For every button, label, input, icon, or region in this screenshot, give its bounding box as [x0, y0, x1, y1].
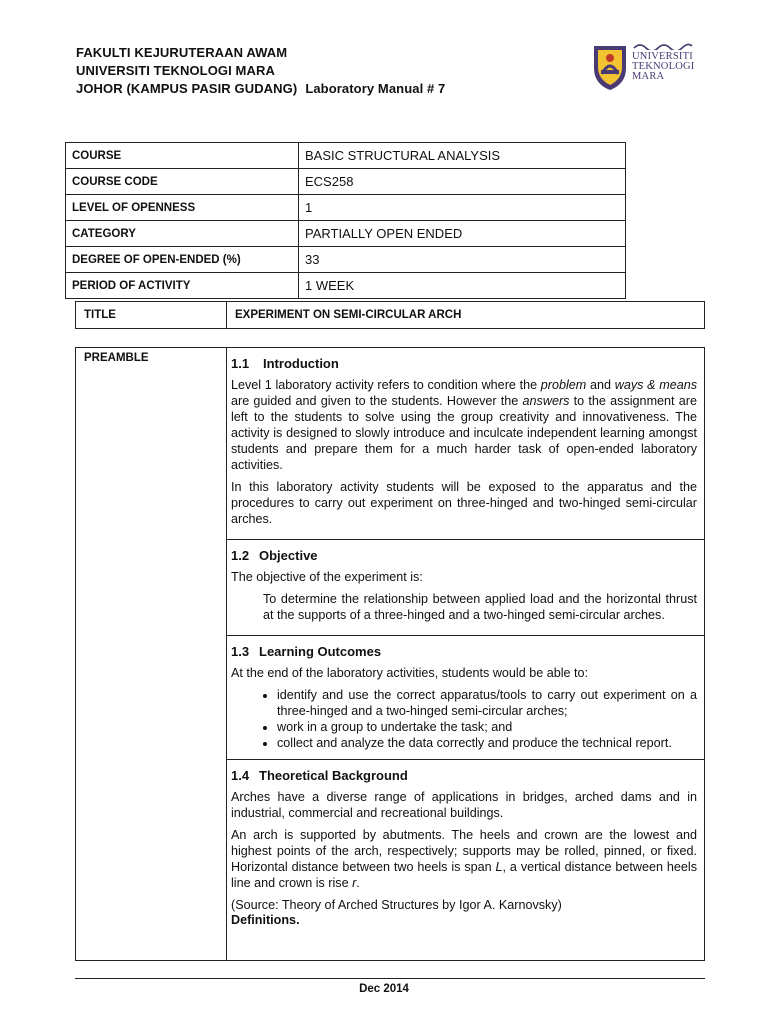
preamble-label: PREAMBLE	[84, 352, 149, 364]
preamble-content	[227, 348, 704, 933]
page-header	[76, 44, 445, 98]
info-key: PERIOD OF ACTIVITY	[66, 273, 299, 299]
emphasis: L	[495, 860, 503, 874]
section-theoretical-background	[227, 760, 704, 933]
objective-statement: To determine the relationship between applied load and the horizontal thrust at the supports of a three-hinged and a two-hinged semi-circular arches.	[263, 592, 697, 622]
footer-divider	[75, 978, 705, 979]
source-citation: (Source: Theory of Arched Structures by Igor A. Karnovsky)	[231, 898, 562, 912]
info-row	[66, 221, 626, 247]
info-row	[66, 169, 626, 195]
text-run: and	[586, 378, 615, 392]
logo-text	[632, 52, 694, 82]
emphasis: problem	[540, 378, 587, 392]
section-number: 1.3	[231, 644, 250, 659]
theory-paragraph-1: Arches have a diverse range of applications in bridges, arched dams and in industrial, commercial and recreational buildings.	[231, 790, 697, 820]
objective-paragraph-1: The objective of the experiment is:	[231, 570, 423, 584]
campus-name: JOHOR (KAMPUS PASIR GUDANG)	[76, 81, 298, 96]
text-run: An arch is supported by abutments. The heels and crown are the lowest and highest points of the arch, respectively; supports may be rolled, pinned, or fixed. Horizontal distance between two heels is span	[231, 828, 697, 874]
faculty-name: FAKULTI KEJURUTERAAN AWAM	[76, 45, 288, 60]
manual-number: Laboratory Manual # 7	[305, 81, 446, 96]
info-row	[66, 143, 626, 169]
text-run: , a vertical distance between heels line and crown is rise	[231, 860, 697, 890]
text-run: .	[356, 876, 360, 890]
info-value: PARTIALLY OPEN ENDED	[299, 221, 626, 247]
info-key: CATEGORY	[66, 221, 299, 247]
logo-line-3: MARA	[632, 71, 665, 82]
title-key: TITLE	[76, 302, 227, 329]
info-value: 1 WEEK	[299, 273, 626, 299]
info-row	[66, 247, 626, 273]
info-value: BASIC STRUCTURAL ANALYSIS	[299, 143, 626, 169]
list-item: • work in a group to undertake the task; and	[277, 719, 697, 735]
emphasis: r	[352, 876, 357, 890]
info-value: 1	[299, 195, 626, 221]
section-heading	[231, 644, 697, 659]
jawi-script-icon	[632, 42, 694, 50]
list-item: • collect and analyze the data correctly and produce the technical report.	[277, 735, 697, 751]
info-value: 33	[299, 247, 626, 273]
section-number: 1.2	[231, 548, 250, 563]
info-key: LEVEL OF OPENNESS	[66, 195, 299, 221]
campus-line	[76, 80, 445, 98]
section-number: 1.1	[231, 356, 250, 371]
title-table	[75, 301, 705, 329]
info-key: COURSE CODE	[66, 169, 299, 195]
section-title: Introduction	[263, 356, 339, 371]
text-run: are guided and given to the students. However the	[231, 394, 523, 408]
info-row	[66, 273, 626, 299]
list-item: • identify and use the correct apparatus/tools to carry out experiment on a three-hinged and a two-hinged semi-circular arches;	[277, 687, 697, 719]
footer-date: Dec 2014	[359, 983, 409, 995]
preamble-table	[75, 347, 705, 961]
crest-icon	[590, 40, 630, 92]
outcomes-paragraph: At the end of the laboratory activities, students would be able to:	[231, 666, 589, 680]
section-title: Learning Outcomes	[259, 644, 382, 659]
course-info-table	[65, 142, 626, 299]
uitm-logo	[590, 40, 704, 92]
logo-line-1: UNIVERSITI	[632, 51, 693, 62]
outcomes-list	[231, 687, 697, 751]
section-objective	[227, 540, 704, 636]
section-number: 1.4	[231, 768, 250, 783]
section-title: Objective	[259, 548, 318, 563]
section-heading	[231, 548, 697, 563]
university-name: UNIVERSITI TEKNOLOGI MARA	[76, 63, 275, 78]
section-heading	[231, 356, 697, 371]
info-key: DEGREE OF OPEN-ENDED (%)	[66, 247, 299, 273]
title-row	[76, 302, 705, 329]
info-value: ECS258	[299, 169, 626, 195]
text-run: Level 1 laboratory activity refers to condition where the	[231, 378, 541, 392]
info-key: COURSE	[66, 143, 299, 169]
intro-paragraph-2: In this laboratory activity students will be exposed to the apparatus and the procedures to carry out experiment on three-hinged and two-hinged semi-circular arches.	[231, 480, 697, 526]
section-introduction	[227, 348, 704, 540]
preamble-label-cell	[76, 348, 227, 960]
info-row	[66, 195, 626, 221]
title-value: EXPERIMENT ON SEMI-CIRCULAR ARCH	[227, 302, 705, 329]
intro-paragraph-1	[231, 377, 697, 473]
section-heading	[231, 768, 697, 783]
section-learning-outcomes	[227, 636, 704, 760]
text-run: to the assignment are left to the students to solve using the group creativity and innovativeness. The activity is designed to slowly introduce and inculcate independent learning amongst students and prepare them for a much harder task of open-ended laboratory activities.	[231, 394, 697, 472]
emphasis: ways & means	[614, 378, 698, 392]
section-title: Theoretical Background	[259, 768, 408, 783]
theory-paragraph-2	[231, 827, 697, 891]
logo-line-2: TEKNOLOGI	[632, 61, 695, 72]
emphasis: answers	[522, 394, 570, 408]
definitions-heading: Definitions.	[231, 913, 300, 927]
